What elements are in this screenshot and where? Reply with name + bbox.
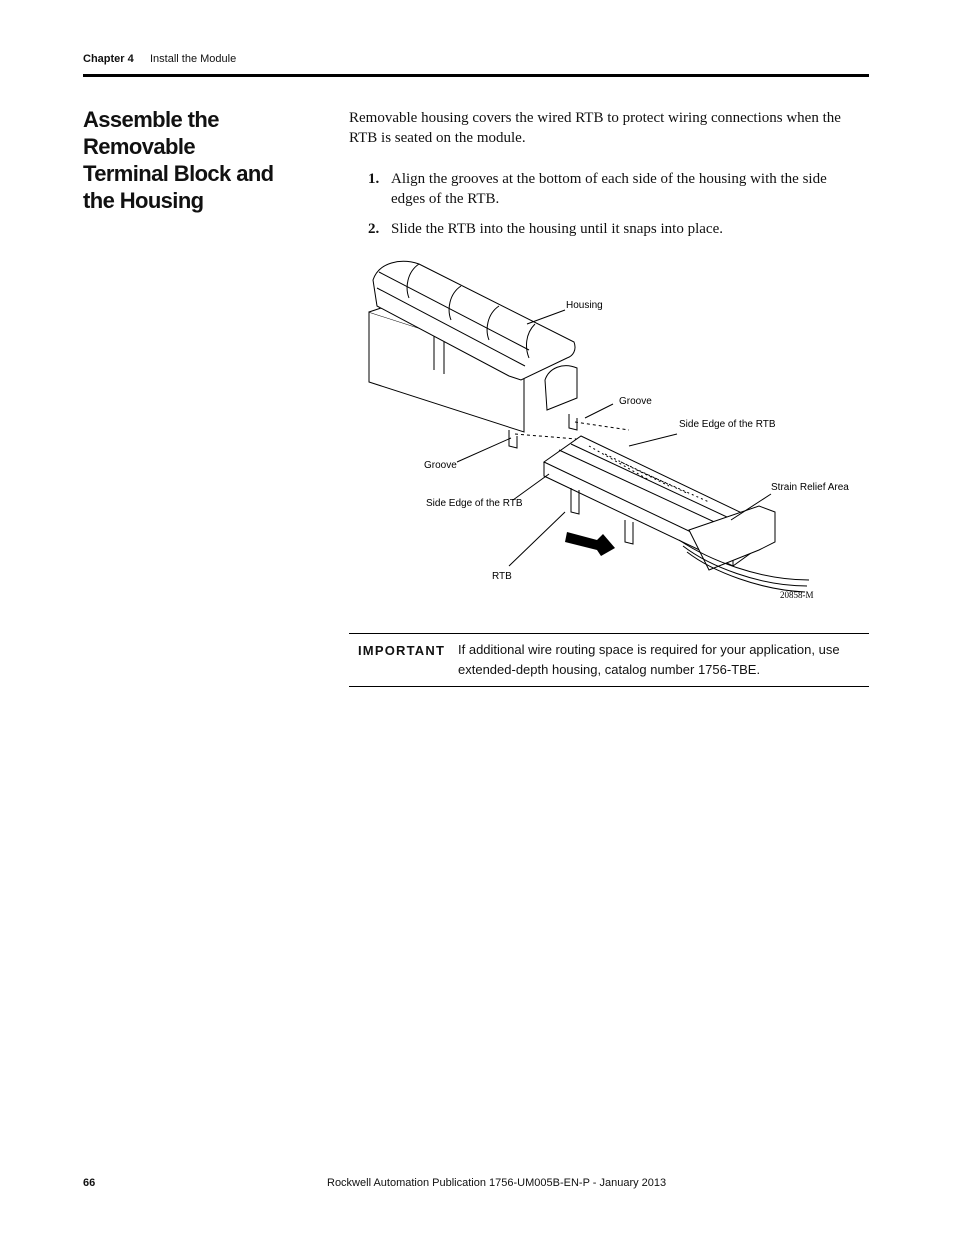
page-number: 66 <box>83 1177 96 1189</box>
heading-line-1: Assemble the Removable <box>83 107 219 159</box>
step-item <box>349 219 864 239</box>
label-strain-relief: Strain Relief Area <box>771 482 849 493</box>
assembly-illustration <box>349 250 869 610</box>
assembly-figure <box>349 250 869 610</box>
callout-label: IMPORTANT <box>358 643 446 658</box>
label-groove-top: Groove <box>619 396 652 407</box>
step-item <box>349 169 864 209</box>
section-label: Install the Module <box>150 53 237 65</box>
chapter-label: Chapter 4 <box>83 53 134 65</box>
groove-tab-left <box>509 430 517 448</box>
step-text: Align the grooves at the bottom of each side of the housing with the side edges of the RTB. <box>391 171 827 207</box>
section-heading <box>83 106 323 214</box>
label-housing: Housing <box>566 300 603 311</box>
steps-list <box>349 169 864 249</box>
label-side-edge-left: Side Edge of the RTB <box>426 498 523 509</box>
step-number: 2. <box>368 221 380 237</box>
label-groove-left: Groove <box>424 460 457 471</box>
insertion-arrow <box>565 532 615 556</box>
figure-id: 20858-M <box>780 590 814 600</box>
rtb-peg <box>625 520 633 544</box>
heading-line-3: the Housing <box>83 188 204 213</box>
step-text: Slide the RTB into the housing until it snaps into place. <box>391 221 723 237</box>
important-callout <box>349 633 869 687</box>
callout-text: If additional wire routing space is required for your application, use extended-depth housing, catalog number 1756-TBE. <box>458 642 840 677</box>
publication-footer: Rockwell Automation Publication 1756-UM005B-EN-P - January 2013 <box>327 1177 667 1189</box>
header-rule <box>83 74 869 77</box>
heading-line-2: Terminal Block and <box>83 161 274 186</box>
intro-paragraph: Removable housing covers the wired RTB to protect wiring connections when the RTB is seated on the module. <box>349 110 841 146</box>
label-rtb: RTB <box>492 571 512 582</box>
step-number: 1. <box>368 171 380 187</box>
label-side-edge-top: Side Edge of the RTB <box>679 419 776 430</box>
